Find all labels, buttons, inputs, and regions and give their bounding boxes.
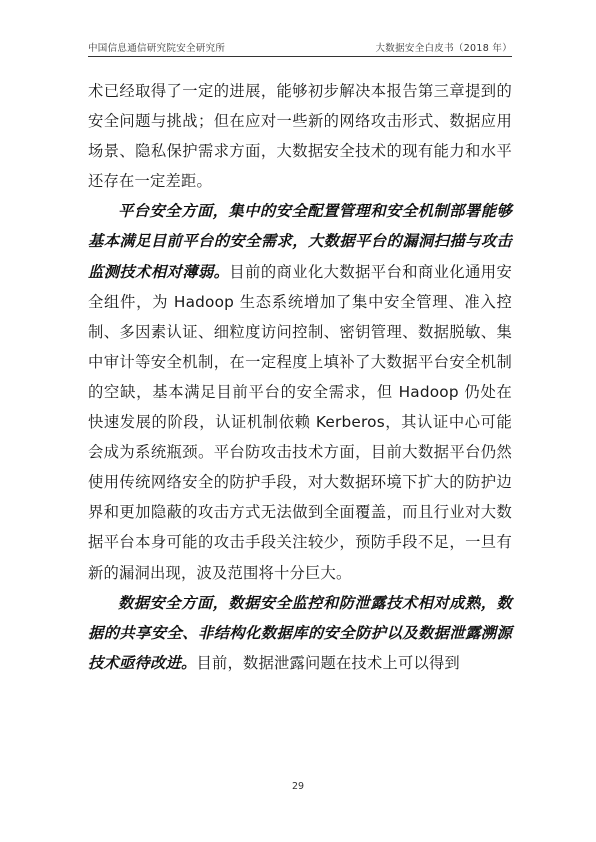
paragraph-3-emphasis: 数据安全方面，数据安全监控和防泄露技术相对成熟，数据的共享安全、非结构化数据库的安全防护以及数据泄露溯源技术亟待改进。 [88, 593, 512, 672]
page-header [88, 40, 512, 54]
paragraph-3-text: 目前，数据泄露问题在技术上可以得到 [196, 653, 460, 672]
header-divider [88, 56, 512, 57]
paragraph-2-text: 目前的商业化大数据平台和商业化通用安全组件，为 Hadoop 生态系统增加了集中安全管理、准入控制、多因素认证、细粒度访问控制、密钥管理、数据脱敏、集中审计等安全机制，在一定程度上填补了大数据平台安全机制的空缺，基本满足目前平台的安全需求，但 Hadoop 仍处在快速发展的阶段，认证机制依赖 Kerberos，其认证中心可能会成为系统瓶颈。平台防攻击技术方面，目前大数据平台仍然使用传统网络安全的防护手段，对大数据环境下扩大的防护边界和更加隐蔽的攻击方式无法做到全面覆盖，而且行业对大数据平台本身可能的攻击手段关注较少，预防手段不足，一旦有新的漏洞出现，波及范围将十分巨大。 [88, 262, 512, 582]
paragraph-2-emphasis: 平台安全方面，集中的安全配置管理和安全机制部署能够基本满足目前平台的安全需求，大数据平台的漏洞扫描与攻击监测技术相对薄弱。 [88, 202, 512, 281]
header-document-title: 大数据安全白皮书（2018 年） [375, 43, 512, 54]
header-organization: 中国信息通信研究院安全研究所 [88, 43, 226, 54]
document-body [88, 76, 512, 678]
paragraph-1-text: 术已经取得了一定的进展，能够初步解决本报告第三章提到的安全问题与挑战；但在应对一些新的网络攻击形式、数据应用场景、隐私保护需求方面，大数据安全技术的现有能力和水平还存在一定差距。 [88, 82, 512, 191]
paragraph-1 [88, 76, 512, 196]
page-number: 29 [291, 781, 305, 792]
paragraph-2 [88, 196, 512, 587]
paragraph-3 [88, 588, 512, 678]
